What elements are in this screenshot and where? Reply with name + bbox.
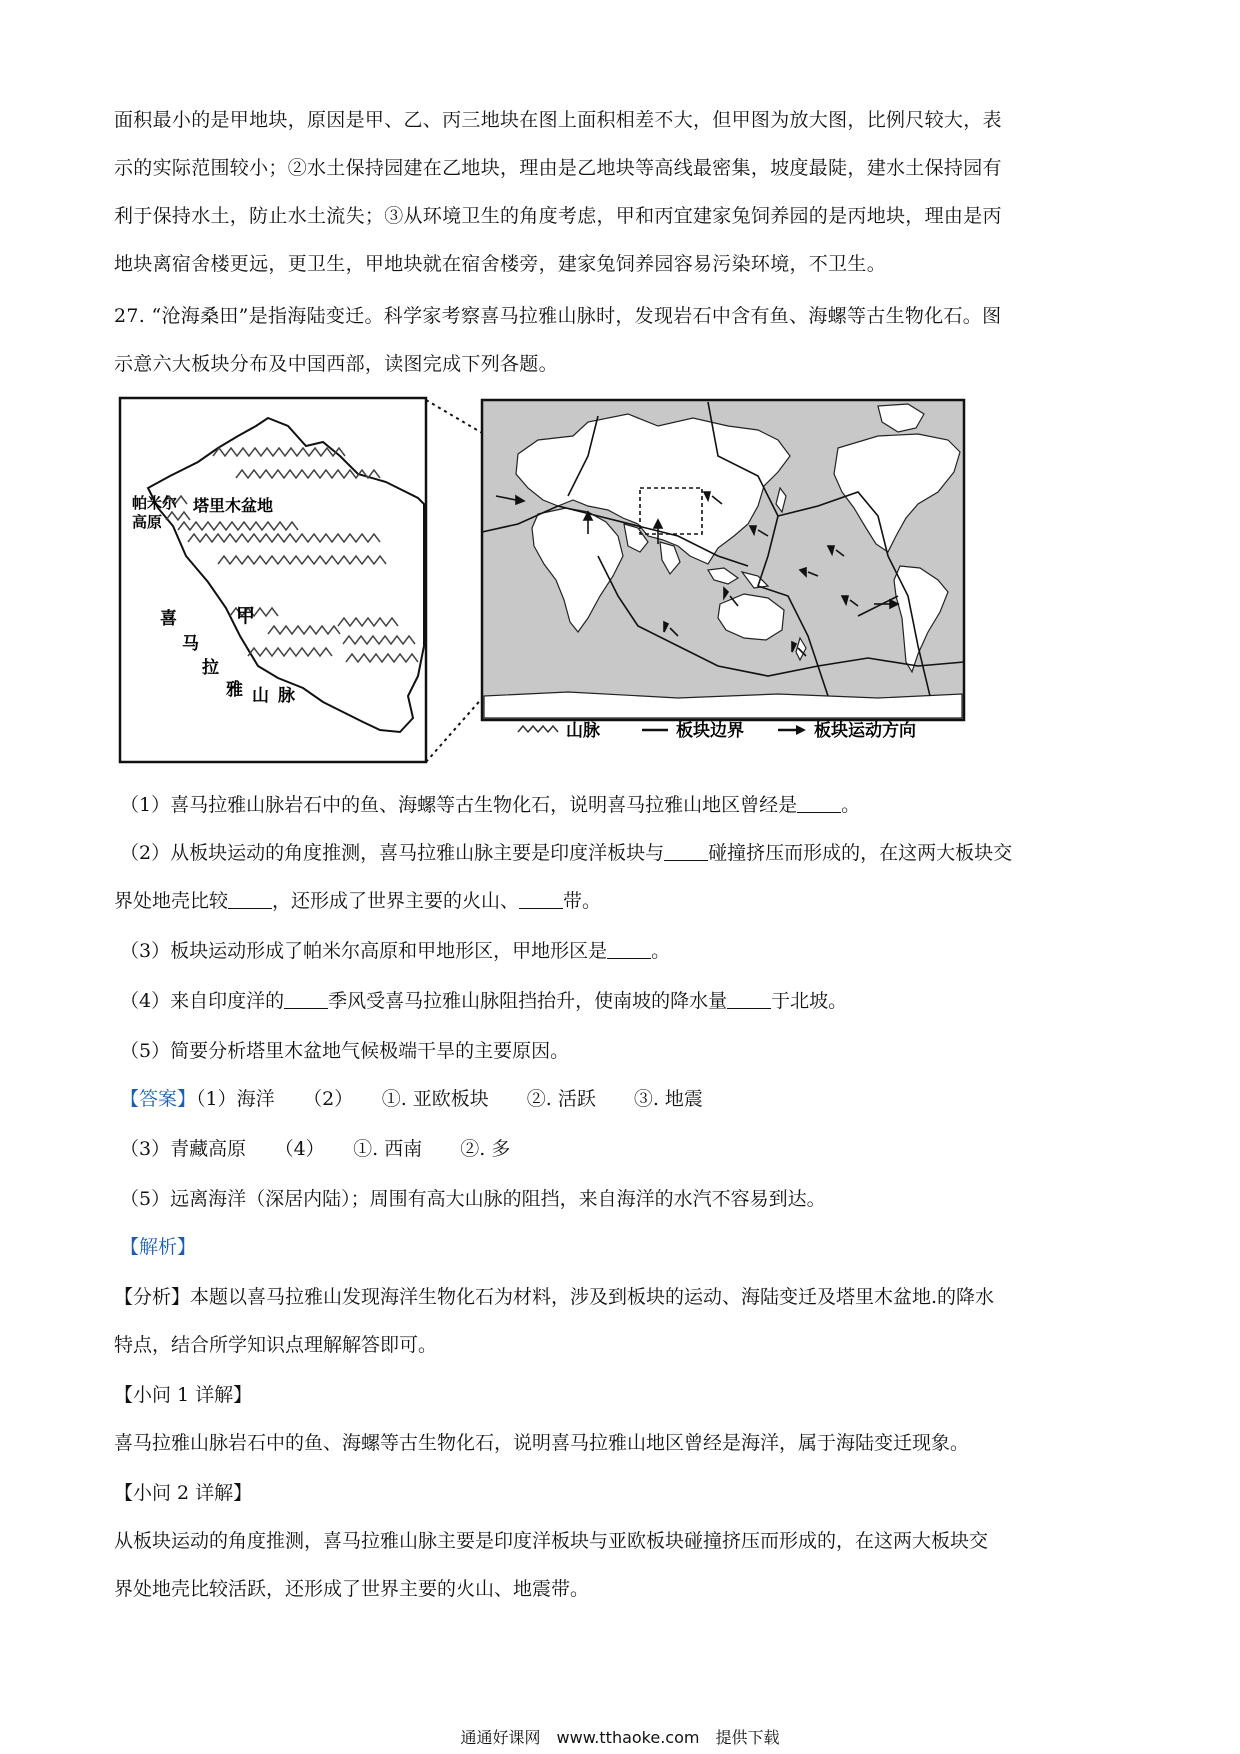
answer-line-1 — [120, 1084, 703, 1111]
text-line: 面积最小的是甲地块，原因是甲、乙、丙三地块在图上面积相差不大，但甲图为放大图，比例尺较大，表 — [114, 109, 1002, 131]
sub1-text — [114, 1428, 969, 1455]
label-himalaya-char: 拉 — [202, 658, 219, 678]
sub1-title — [114, 1380, 252, 1407]
text-line: 地块离宿舍楼更远，更卫生，甲地块就在宿舍楼旁，建家兔饲养园容易污染环境，不卫生。 — [114, 253, 887, 275]
question-1 — [120, 790, 860, 817]
label-pamir-line1: 帕米尔 — [132, 494, 178, 512]
subsection-title: 【小问 1 详解】 — [114, 1384, 253, 1406]
analysis-text: 【分析】本题以喜马拉雅山发现海洋生物化石为材料，涉及到板块的运动、海陆变迁及塔里木盆地.的降水 — [114, 1286, 995, 1308]
answer-blank — [228, 890, 272, 909]
legend-boundary: 板块边界 — [676, 721, 744, 741]
analysis-text: 喜马拉雅山脉岩石中的鱼、海螺等古生物化石，说明喜马拉雅山地区曾经是海洋，属于海陆变迁现象。 — [114, 1432, 970, 1454]
label-himalaya-char: 喜 — [160, 609, 177, 629]
analysis-tag: 【解析】 — [120, 1236, 197, 1258]
subsection-title: 【小问 2 详解】 — [114, 1482, 253, 1504]
question-text: ，还形成了世界主要的火山、 — [272, 890, 520, 912]
answer-text: （5）远离海洋（深居内陆）；周围有高大山脉的阻挡，来自海洋的水汽不容易到达。 — [120, 1188, 826, 1210]
question-3 — [120, 936, 670, 963]
question-text: 。 — [651, 940, 671, 962]
world-plates-map — [482, 400, 964, 720]
analysis-text: 从板块运动的角度推测，喜马拉雅山脉主要是印度洋板块与亚欧板块碰撞挤压而形成的，在这两大板块交 — [114, 1530, 989, 1552]
answer-text: （3）青藏高原 （4） ①. 西南 ②. 多 — [120, 1138, 511, 1160]
analysis-fenxi-line2 — [114, 1330, 437, 1357]
answer-line-3 — [120, 1184, 826, 1211]
question-2-line2 — [114, 886, 601, 913]
sub2-title — [114, 1478, 252, 1505]
intro-paragraph — [114, 96, 1130, 288]
question-4 — [120, 986, 847, 1013]
answer-blank — [607, 940, 651, 959]
page-footer: 通通好课网 www.tthaoke.com 提供下载 — [460, 1728, 780, 1747]
question-text: 界处地壳比较 — [114, 890, 229, 912]
arrow-head-icon — [796, 725, 806, 735]
question-text: 于北坡。 — [771, 990, 848, 1012]
question-text: （5）简要分析塔里木盆地气候极端干旱的主要原因。 — [120, 1040, 570, 1062]
label-pamir-line2: 高原 — [132, 513, 163, 531]
question-text: 季风受喜马拉雅山脉阻挡抬升，使南坡的降水量 — [328, 990, 728, 1012]
answer-blank — [797, 794, 841, 813]
label-himalaya-char: 山 — [252, 686, 269, 706]
text-line: 27. “沧海桑田”是指海陆变迁。科学家考察喜马拉雅山脉时，发现岩石中含有鱼、海螺等古生物化石。图 — [114, 305, 1002, 327]
mountain-icon — [518, 726, 558, 732]
map-legend — [518, 720, 916, 741]
question-text: 。 — [841, 794, 861, 816]
plate-map-figure — [118, 396, 968, 766]
answer-text: （1）海洋 （2） ①. 亚欧板块 ②. 活跃 ③. 地震 — [196, 1088, 703, 1110]
question-27-stem — [114, 292, 1130, 388]
legend-direction: 板块运动方向 — [814, 721, 916, 741]
text-line: 示意六大板块分布及中国西部，读图完成下列各题。 — [114, 353, 558, 375]
legend-mountain: 山脉 — [566, 721, 600, 741]
answer-blank — [727, 990, 771, 1009]
label-himalaya-char: 脉 — [278, 686, 295, 706]
western-china-map — [120, 398, 426, 762]
answer-line-2 — [120, 1134, 510, 1161]
question-text: （1）喜马拉雅山脉岩石中的鱼、海螺等古生物化石，说明喜马拉雅山地区曾经是 — [120, 794, 798, 816]
question-text: 碰撞挤压而形成的，在这两大板块交 — [708, 842, 1013, 864]
question-text: （2）从板块运动的角度推测，喜马拉雅山脉主要是印度洋板块与 — [120, 842, 665, 864]
question-text: （4）来自印度洋的 — [120, 990, 285, 1012]
label-jia: 甲 — [236, 605, 256, 627]
answer-tag: 【答案】 — [120, 1088, 197, 1110]
sub2-text-line1 — [114, 1526, 988, 1553]
label-himalaya-char: 马 — [182, 634, 199, 654]
analysis-fenxi-line1 — [114, 1282, 994, 1309]
answer-blank — [519, 890, 563, 909]
answer-blank — [664, 842, 708, 861]
label-tarim-basin: 塔里木盆地 — [193, 496, 274, 515]
analysis-text: 界处地壳比较活跃，还形成了世界主要的火山、地震带。 — [114, 1578, 590, 1600]
question-text: 带。 — [563, 890, 602, 912]
label-himalaya-char: 雅 — [226, 680, 243, 700]
sub2-text-line2 — [114, 1574, 589, 1601]
question-5 — [120, 1036, 569, 1063]
text-line: 利于保持水土，防止水土流失；③从环境卫生的角度考虑，甲和丙宜建家兔饲养园的是丙地块，理由是丙 — [114, 205, 1002, 227]
answer-blank — [284, 990, 328, 1009]
analysis-text: 特点，结合所学知识点理解解答即可。 — [114, 1334, 438, 1356]
analysis-heading — [120, 1232, 196, 1259]
question-text: （3）板块运动形成了帕米尔高原和甲地形区，甲地形区是 — [120, 940, 608, 962]
question-2-line1 — [120, 838, 1012, 865]
text-line: 示的实际范围较小；②水土保持园建在乙地块，理由是乙地块等高线最密集，坡度最陡，建水土保持园有 — [114, 157, 1002, 179]
